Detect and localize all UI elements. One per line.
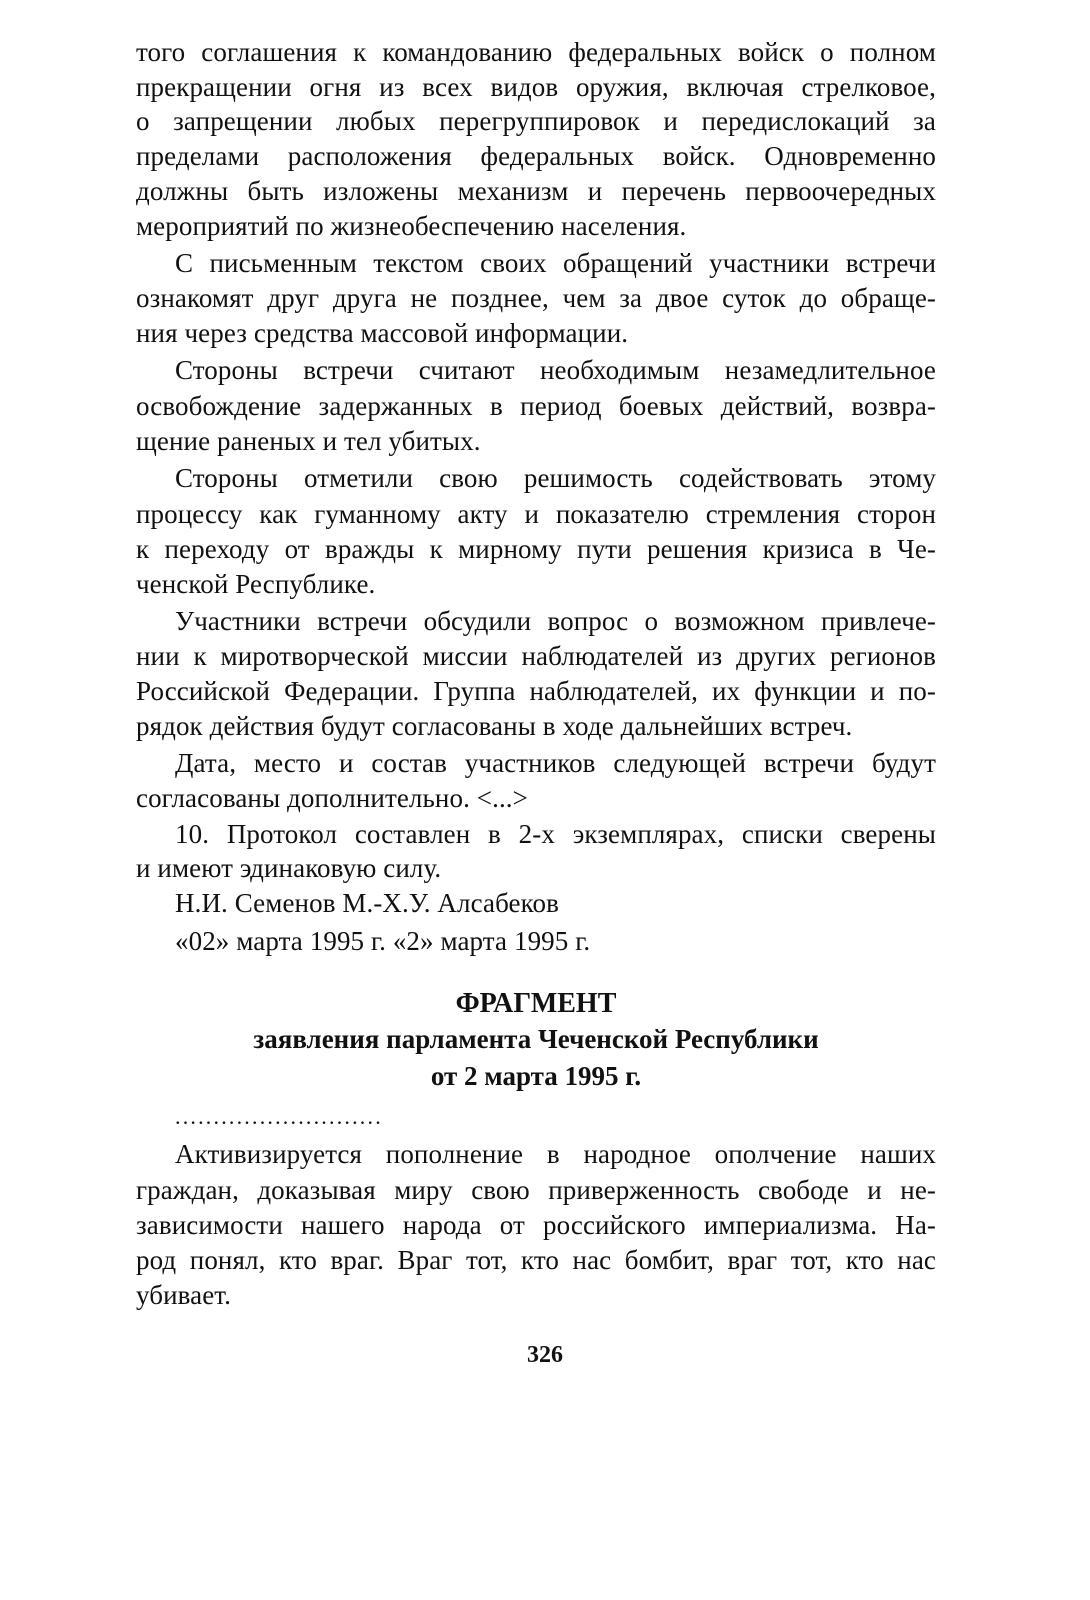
body-line: ченской Республике. (136, 569, 376, 599)
signatures-line: Н.И. Семенов М.-Х.У. Алсабеков (175, 888, 559, 918)
body-line: Стороны отметили свою решимость содействовать этому (175, 463, 936, 493)
body-line: Участники встречи обсудили вопрос о возможном привлече- (175, 606, 936, 636)
body-line: род понял, кто враг. Враг тот, кто нас бомбит, враг тот, кто нас (136, 1245, 936, 1275)
body-line: Активизируется пополнение в народное ополчение наших (175, 1139, 936, 1169)
body-line: Дата, место и состав участников следующей встречи будут (175, 748, 936, 778)
body-line: согласованы дополнительно. <...> (136, 783, 528, 813)
body-line: нии к миротворческой миссии наблюдателей из других регионов (136, 641, 936, 671)
body-line: и имеют эдинаковую силу. (136, 853, 442, 883)
body-line: мероприятий по жизнеобеспечению населения. (136, 211, 687, 241)
dates-line: «02» марта 1995 г. «2» марта 1995 г. (175, 926, 591, 956)
ellipsis-separator: ........................... (175, 1104, 383, 1129)
body-line: о запрещении любых перегруппировок и передислокаций за (136, 106, 936, 136)
body-line: убивает. (136, 1280, 232, 1310)
body-line: 10. Протокол составлен в 2-х экземплярах, списки сверены (175, 819, 936, 849)
body-line: Стороны встречи считают необходимым незамедлительное (175, 355, 936, 385)
body-line: граждан, доказывая миру свою приверженность свободе и не- (136, 1175, 936, 1205)
fragment-title: ФРАГМЕНТ (455, 988, 617, 1019)
body-line: освобождение задержанных в период боевых действий, возвра- (136, 391, 936, 421)
fragment-subtitle: заявления парламента Чеченской Республики (253, 1024, 819, 1054)
body-line: ния через средства массовой информации. (136, 318, 629, 348)
body-line: С письменным текстом своих обращений участники встречи (175, 248, 936, 278)
body-line: ознакомят друг друга не позднее, чем за двое суток до обраще- (136, 283, 936, 313)
body-line: должны быть изложены механизм и перечень первоочередных (136, 176, 936, 206)
body-line: к переходу от вражды к мирному пути решения кризиса в Че- (136, 534, 936, 564)
page-number: 326 (527, 1342, 563, 1368)
body-line: рядок действия будут согласованы в ходе дальнейших встреч. (136, 711, 853, 741)
body-line: прекращении огня из всех видов оружия, включая стрелковое, (136, 72, 936, 102)
body-line: пределами расположения федеральных войск. Одновременно (136, 141, 936, 171)
body-line: процессу как гуманному акту и показателю стремления сторон (136, 499, 936, 529)
body-line: щение раненых и тел убитых. (136, 426, 481, 456)
body-line: зависимости нашего народа от российского империализма. На- (136, 1210, 936, 1240)
body-line: Российской Федерации. Группа наблюдателей, их функции и по- (136, 676, 936, 706)
fragment-date: от 2 марта 1995 г. (430, 1061, 642, 1091)
body-line: того соглашения к командованию федеральных войск о полном (136, 37, 936, 67)
